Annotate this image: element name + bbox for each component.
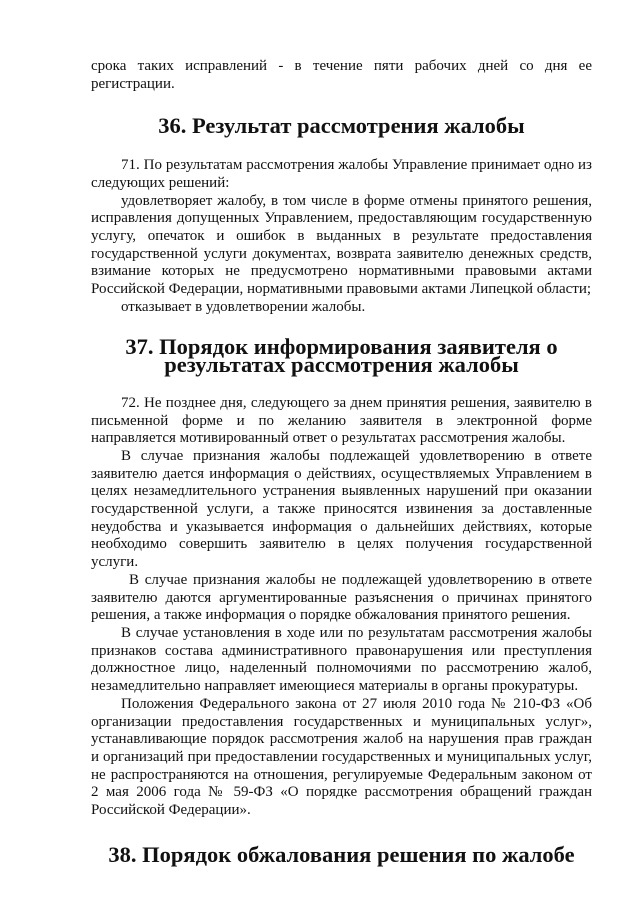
paragraph-72-refused-case: В случае признания жалобы не подлежащей удовлетворению в ответе заявителю даются аргументированные разъяснения о причинах принятого решения, а также информация о порядке обжалования принятого решения. <box>91 571 592 624</box>
section-heading-36: 36. Результат рассмотрения жалобы <box>158 113 525 139</box>
paragraph-72-federal-law: Положения Федерального закона от 27 июля 2010 года № 210-ФЗ «Об организации предоставления государственных и муниципальных услуг», устанавливающие порядок рассмотрения жалоб на нарушения прав граждан и организаций при предоставлении государственных и муниципальных услуг, не распространяются на отношения, регулируемые Федеральным законом от 2 мая 2006 года № 59-ФЗ «О порядке рассмотрения обращений граждан Российской Федерации». <box>91 695 592 819</box>
paragraph-71-option-satisfy: удовлетворяет жалобу, в том числе в форме отмены принятого решения, исправления допущенных Управлением, предоставляющим государственную услугу, опечаток и ошибок в выданных в результате предоставления государственной услуги документах, возврата заявителю денежных средств, взимание которых не предусмотрено нормативными правовыми актами Российской Федерации, нормативными правовыми актами Липецкой области; <box>91 192 592 298</box>
section-heading-38: 38. Порядок обжалования решения по жалобе <box>108 841 575 867</box>
paragraph-72-violation-case: В случае установления в ходе или по результатам рассмотрения жалобы признаков состава административного правонарушения или преступления должностное лицо, наделенный полномочиями по рассмотрению жалоб, незамедлительно направляет имеющиеся материалы в органы прокуратуры. <box>91 624 592 695</box>
paragraph-continuation: срока таких исправлений - в течение пяти рабочих дней со дня ее регистрации. <box>91 58 592 92</box>
paragraph-71: 71. По результатам рассмотрения жалобы Управление принимает одно из следующих решений: <box>91 157 592 191</box>
paragraph-72-satisfied-case: В случае признания жалобы подлежащей удовлетворению в ответе заявителю дается информация о действиях, осуществляемых Управлением в целях незамедлительного устранения выявленных нарушений при оказании государственной услуги, а также приносятся извинения за доставленные неудобства и указывается информация о дальнейших действиях, которые необходимо совершить заявителю в целях получения государственной услуги. <box>91 447 592 571</box>
paragraph-72: 72. Не позднее дня, следующего за днем принятия решения, заявителю в письменной форме и по желанию заявителя в электронной форме направляется мотивированный ответ о результатах рассмотрения жалобы. <box>91 394 592 447</box>
paragraph-71-option-refuse: отказывает в удовлетворении жалобы. <box>121 298 366 315</box>
section-heading-37: 37. Порядок информирования заявителя о результатах рассмотрения жалобы <box>125 334 558 378</box>
